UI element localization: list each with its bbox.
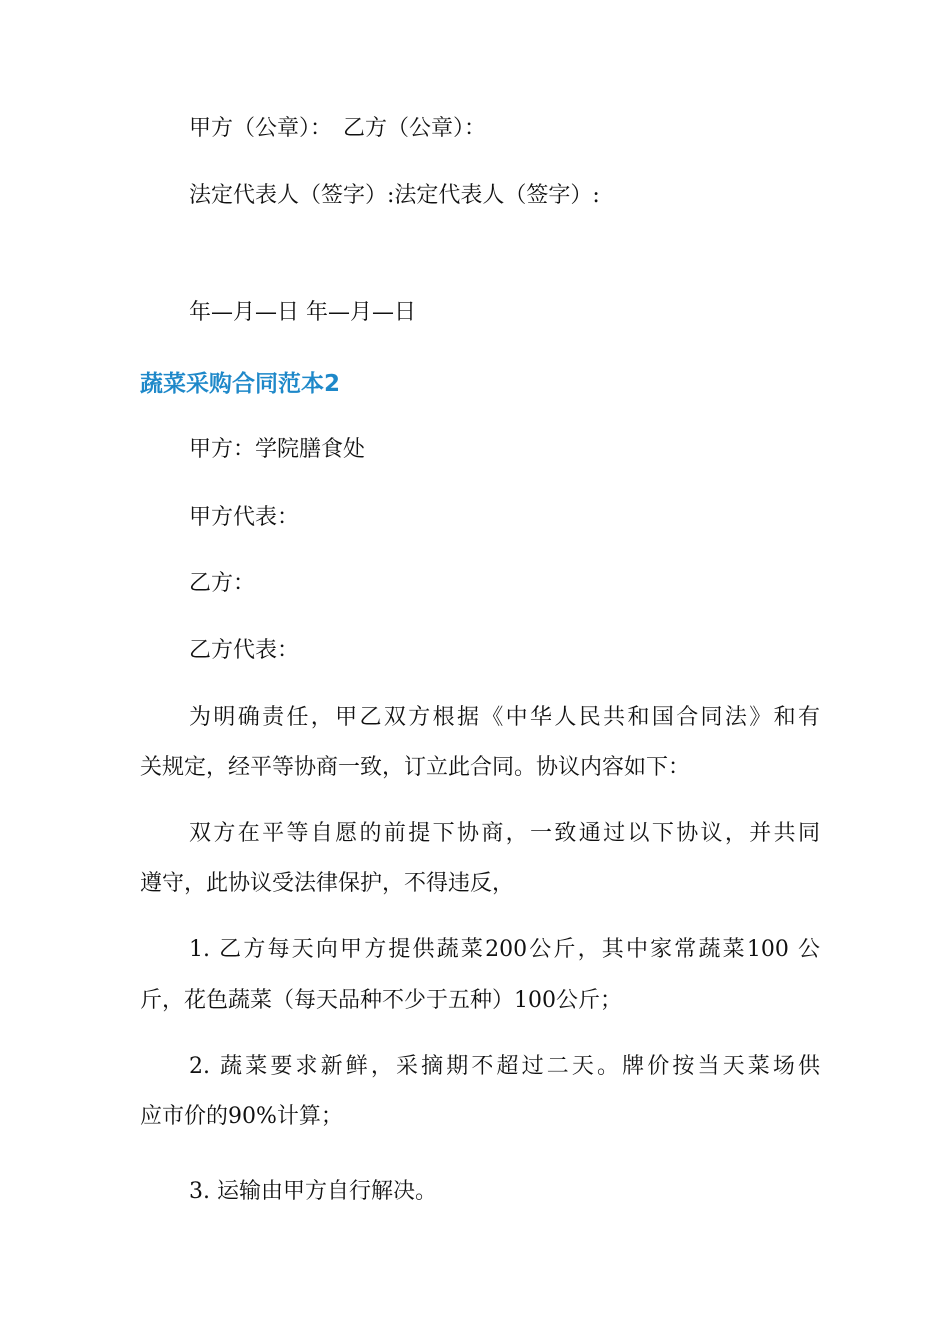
- agreement-paragraph-line-2: 遵守，此协议受法律保护，不得违反，: [140, 871, 515, 896]
- item-2-line-2: 应市价的90%计算；: [140, 1104, 343, 1129]
- signature-dates-line: 年—月—日 年—月—日: [189, 300, 416, 325]
- item-1-line-1: 1. 乙方每天向甲方提供蔬菜200公斤，其中家常蔬菜100 公: [189, 937, 820, 962]
- party-b-representative-line: 乙方代表：: [189, 638, 300, 663]
- intro-paragraph-line-1: 为明确责任，甲乙双方根据《中华人民共和国合同法》和有: [189, 705, 820, 730]
- item-2-line-1: 2. 蔬菜要求新鲜，采摘期不超过二天。牌价按当天菜场供: [189, 1054, 820, 1079]
- party-a-line: 甲方：学院膳食处: [189, 437, 366, 462]
- party-seals-line: 甲方（公章）： 乙方（公章）：: [189, 116, 487, 141]
- item-3-line: 3. 运输由甲方自行解决。: [189, 1179, 437, 1204]
- section-heading: 蔬菜采购合同范本2: [140, 371, 341, 397]
- party-a-representative-line: 甲方代表：: [189, 505, 300, 530]
- item-1-line-2: 斤，花色蔬菜（每天品种不少于五种）100公斤；: [140, 988, 622, 1013]
- legal-representatives-line: 法定代表人（签字）:法定代表人（签字）:: [189, 183, 600, 208]
- party-b-line: 乙方：: [189, 571, 256, 596]
- intro-paragraph-line-2: 关规定，经平等协商一致，订立此合同。协议内容如下：: [140, 755, 691, 780]
- agreement-paragraph-line-1: 双方在平等自愿的前提下协商，一致通过以下协议，并共同: [189, 821, 820, 846]
